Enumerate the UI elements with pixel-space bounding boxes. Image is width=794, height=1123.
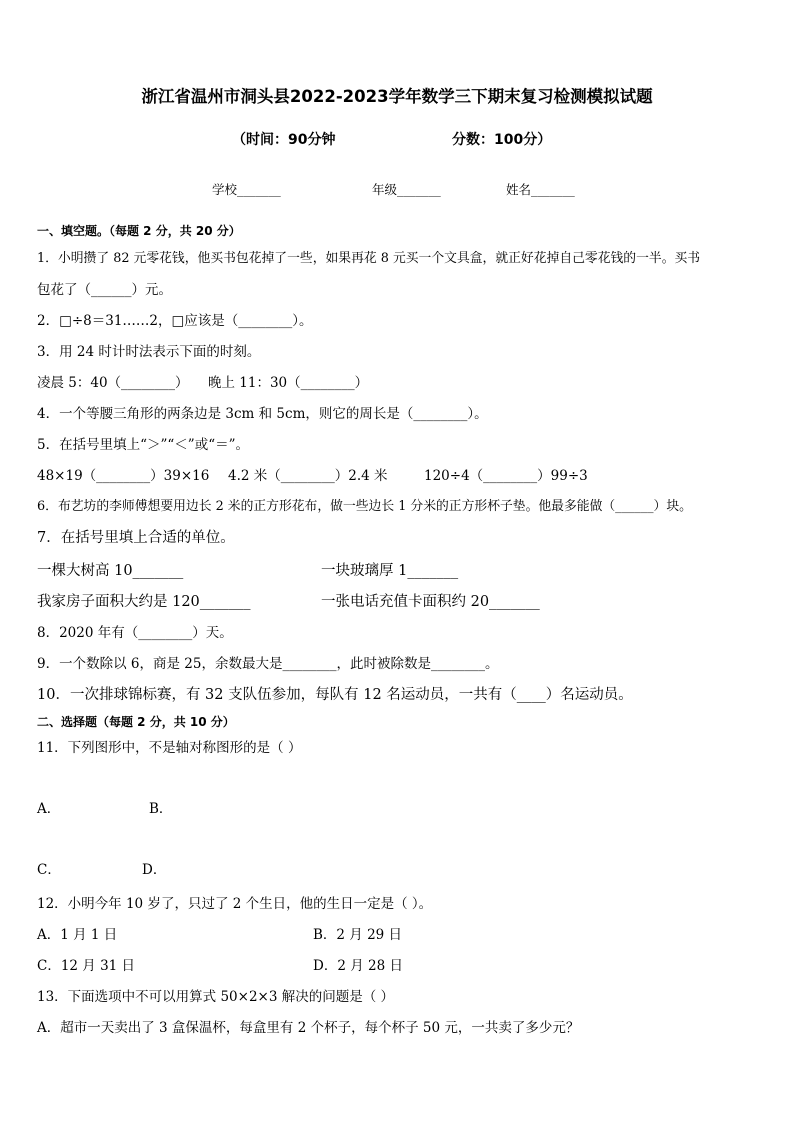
question-11-option-a: A． bbox=[37, 801, 61, 817]
exam-title: 浙江省温州市洞头县2022-2023学年数学三下期末复习检测模拟试题 bbox=[141, 87, 653, 106]
question-7: 7．在括号里填上合适的单位。 bbox=[37, 530, 235, 546]
question-1-line2: 包花了（______）元。 bbox=[37, 282, 172, 298]
exam-score: 分数：100分） bbox=[452, 132, 552, 148]
question-3: 3．用 24 时计时法表示下面的时刻。 bbox=[37, 344, 261, 360]
question-3-a: 凌晨 5：40（________） bbox=[37, 375, 189, 391]
question-13-option-a: A．超市一天卖出了 3 盒保温杯，每盒里有 2 个杯子，每个杯子 50 元，一共卖了多少元？ bbox=[37, 1020, 580, 1036]
question-12-option-c: C．12 月 31 日 bbox=[37, 958, 136, 974]
question-5-a: 48×19（________）39×16 bbox=[37, 468, 210, 484]
name-field: 姓名_______ bbox=[506, 182, 575, 197]
question-5-b: 4.2 米（________）2.4 米 bbox=[228, 468, 388, 484]
question-6: 6．布艺坊的李师傅想要用边长 2 米的正方形花布，做一些边长 1 分米的正方形杯子垫。他最多能做（______）块。 bbox=[37, 499, 692, 514]
question-12-option-d: D．2 月 28 日 bbox=[313, 958, 403, 974]
question-11-option-d: D． bbox=[142, 862, 167, 878]
question-7-d: 一张电话充值卡面积约 20_______ bbox=[321, 594, 540, 610]
section2-heading: 二、选择题（每题 2 分，共 10 分） bbox=[37, 715, 235, 729]
question-4: 4．一个等腰三角形的两条边是 3cm 和 5cm，则它的周长是（________）。 bbox=[37, 406, 488, 422]
grade-field: 年级_______ bbox=[372, 182, 441, 197]
question-10: 10．一次排球锦标赛，有 32 支队伍参加，每队有 12 名运动员，一共有（____）名运动员。 bbox=[37, 687, 633, 703]
exam-time: （时间：90分钟 bbox=[232, 132, 336, 148]
question-12: 12．小明今年 10 岁了，只过了 2 个生日，他的生日一定是（ ）。 bbox=[37, 896, 433, 912]
question-9: 9．一个数除以 6，商是 25，余数最大是________，此时被除数是________。 bbox=[37, 656, 499, 672]
question-7-a: 一棵大树高 10_______ bbox=[37, 563, 184, 579]
question-2: 2．□÷8＝31……2，□应该是（________）。 bbox=[37, 313, 313, 329]
question-7-c: 我家房子面积大约是 120_______ bbox=[37, 594, 251, 610]
question-12-option-a: A．1 月 1 日 bbox=[37, 927, 118, 943]
question-8: 8．2020 年有（________）天。 bbox=[37, 625, 233, 641]
question-1-line1: 1．小明攒了 82 元零花钱，他买书包花掉了一些，如果再花 8 元买一个文具盒，就正好花掉自己零花钱的一半。买书 bbox=[37, 251, 701, 266]
question-7-b: 一块玻璃厚 1_______ bbox=[321, 563, 459, 579]
question-12-option-b: B．2 月 29 日 bbox=[313, 927, 403, 943]
question-11-option-c: C． bbox=[37, 862, 61, 878]
question-11: 11．下列图形中，不是轴对称图形的是（ ） bbox=[37, 740, 302, 756]
question-5-c: 120÷4（________）99÷3 bbox=[424, 468, 588, 484]
school-field: 学校_______ bbox=[212, 182, 281, 197]
question-3-b: 晚上 11：30（________） bbox=[208, 375, 369, 391]
section1-heading: 一、填空题。（每题 2 分，共 20 分） bbox=[37, 224, 241, 238]
question-13: 13．下面选项中不可以用算式 50×2×3 解决的问题是（ ） bbox=[37, 989, 395, 1005]
question-11-option-b: B． bbox=[149, 801, 173, 817]
question-5: 5．在括号里填上“＞”“＜”或“＝”。 bbox=[37, 437, 249, 453]
